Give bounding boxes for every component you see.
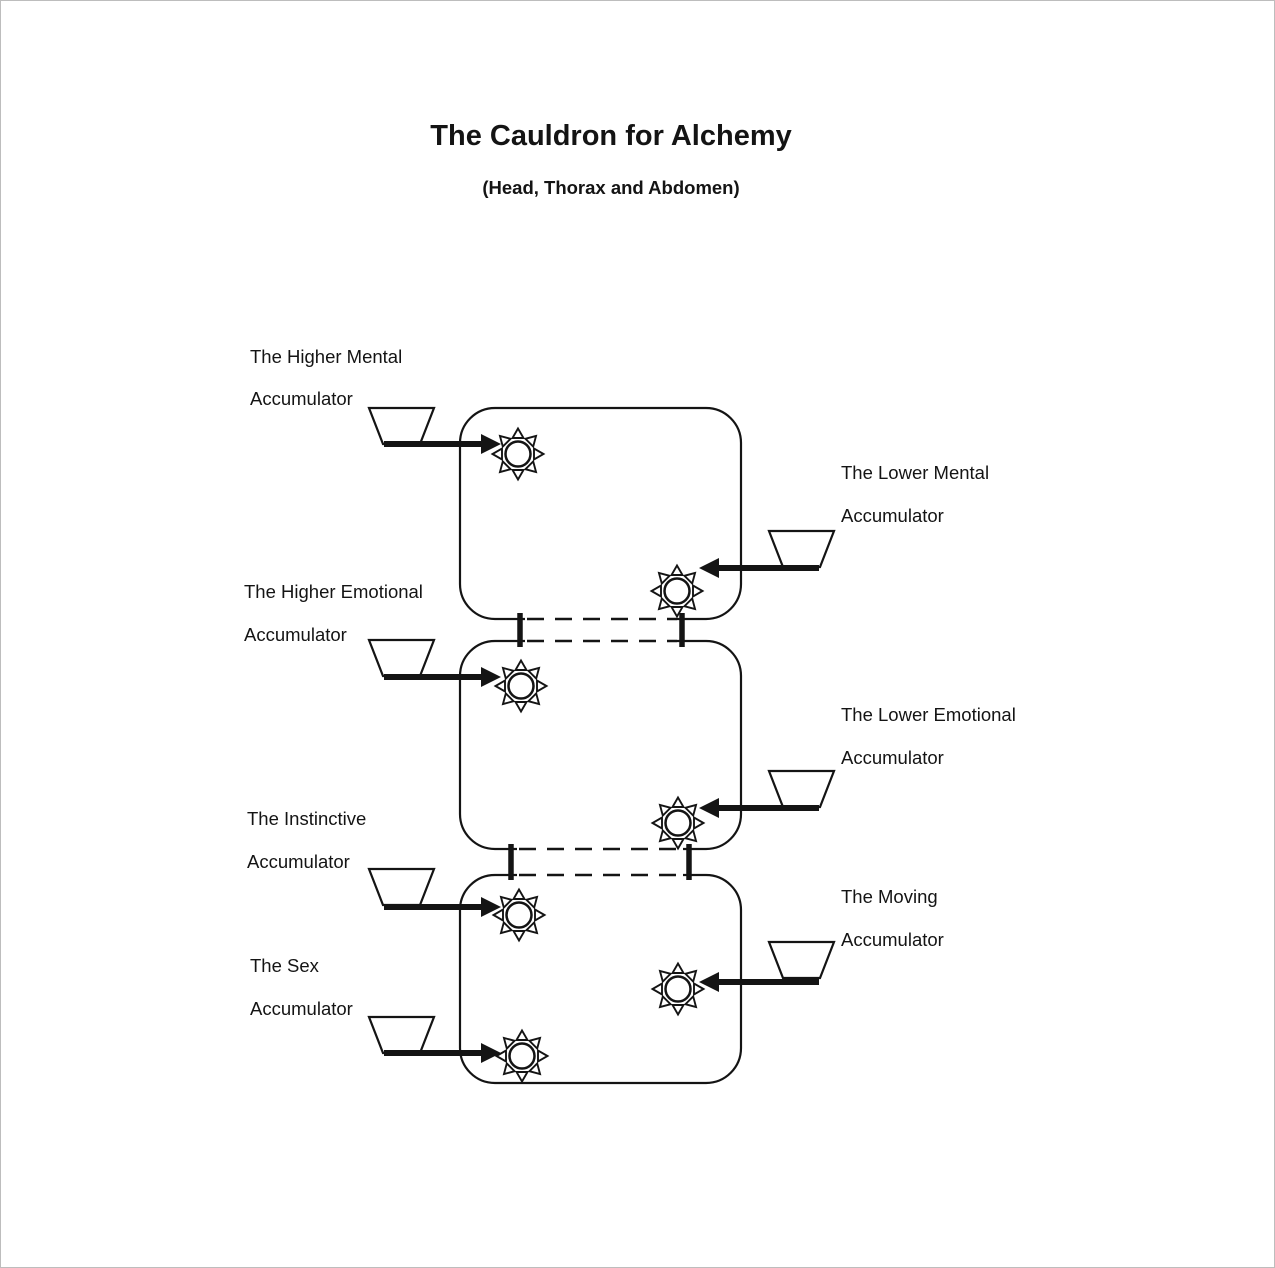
label-instinctive-line2: Accumulator bbox=[247, 851, 350, 872]
label-higher-emotional-line1: The Higher Emotional bbox=[244, 581, 423, 602]
label-lower-mental-line1: The Lower Mental bbox=[841, 462, 990, 483]
label-moving-line1: The Moving bbox=[841, 886, 938, 907]
thorax-box bbox=[460, 641, 741, 849]
funnel-icon-moving bbox=[769, 942, 834, 978]
label-sex-line1: The Sex bbox=[250, 955, 319, 976]
cauldron-diagram bbox=[1, 1, 1275, 1268]
funnel-icon-lower-mental bbox=[769, 531, 834, 567]
label-higher-emotional-line2: Accumulator bbox=[244, 624, 347, 645]
sun-icon-lower-emotional bbox=[653, 798, 704, 849]
page-title: The Cauldron for Alchemy bbox=[430, 120, 792, 152]
sun-icon-higher-emotional bbox=[496, 661, 547, 712]
label-moving-line2: Accumulator bbox=[841, 929, 944, 950]
sun-icon-higher-mental bbox=[493, 429, 544, 480]
label-lower-emotional-line2: Accumulator bbox=[841, 747, 944, 768]
funnel-icon-higher-mental bbox=[369, 408, 434, 444]
sun-icon-sex bbox=[497, 1031, 548, 1082]
funnel-icon-lower-emotional bbox=[769, 771, 834, 807]
sun-icon-moving bbox=[653, 964, 704, 1015]
label-lower-mental-line2: Accumulator bbox=[841, 505, 944, 526]
funnel-icon-instinctive bbox=[369, 869, 434, 905]
label-higher-mental-line1: The Higher Mental bbox=[250, 346, 403, 367]
funnel-icon-higher-emotional bbox=[369, 640, 434, 676]
label-higher-mental-line2: Accumulator bbox=[250, 388, 353, 409]
edge-mask bbox=[517, 869, 683, 881]
funnel-icon-sex bbox=[369, 1017, 434, 1053]
page-subtitle: (Head, Thorax and Abdomen) bbox=[482, 177, 740, 198]
sun-icon-instinctive bbox=[494, 890, 545, 941]
sun-icon-lower-mental bbox=[652, 566, 703, 617]
label-sex-line2: Accumulator bbox=[250, 998, 353, 1019]
label-instinctive-line1: The Instinctive bbox=[247, 808, 367, 829]
label-lower-emotional-line1: The Lower Emotional bbox=[841, 704, 1016, 725]
edge-mask bbox=[517, 843, 683, 855]
